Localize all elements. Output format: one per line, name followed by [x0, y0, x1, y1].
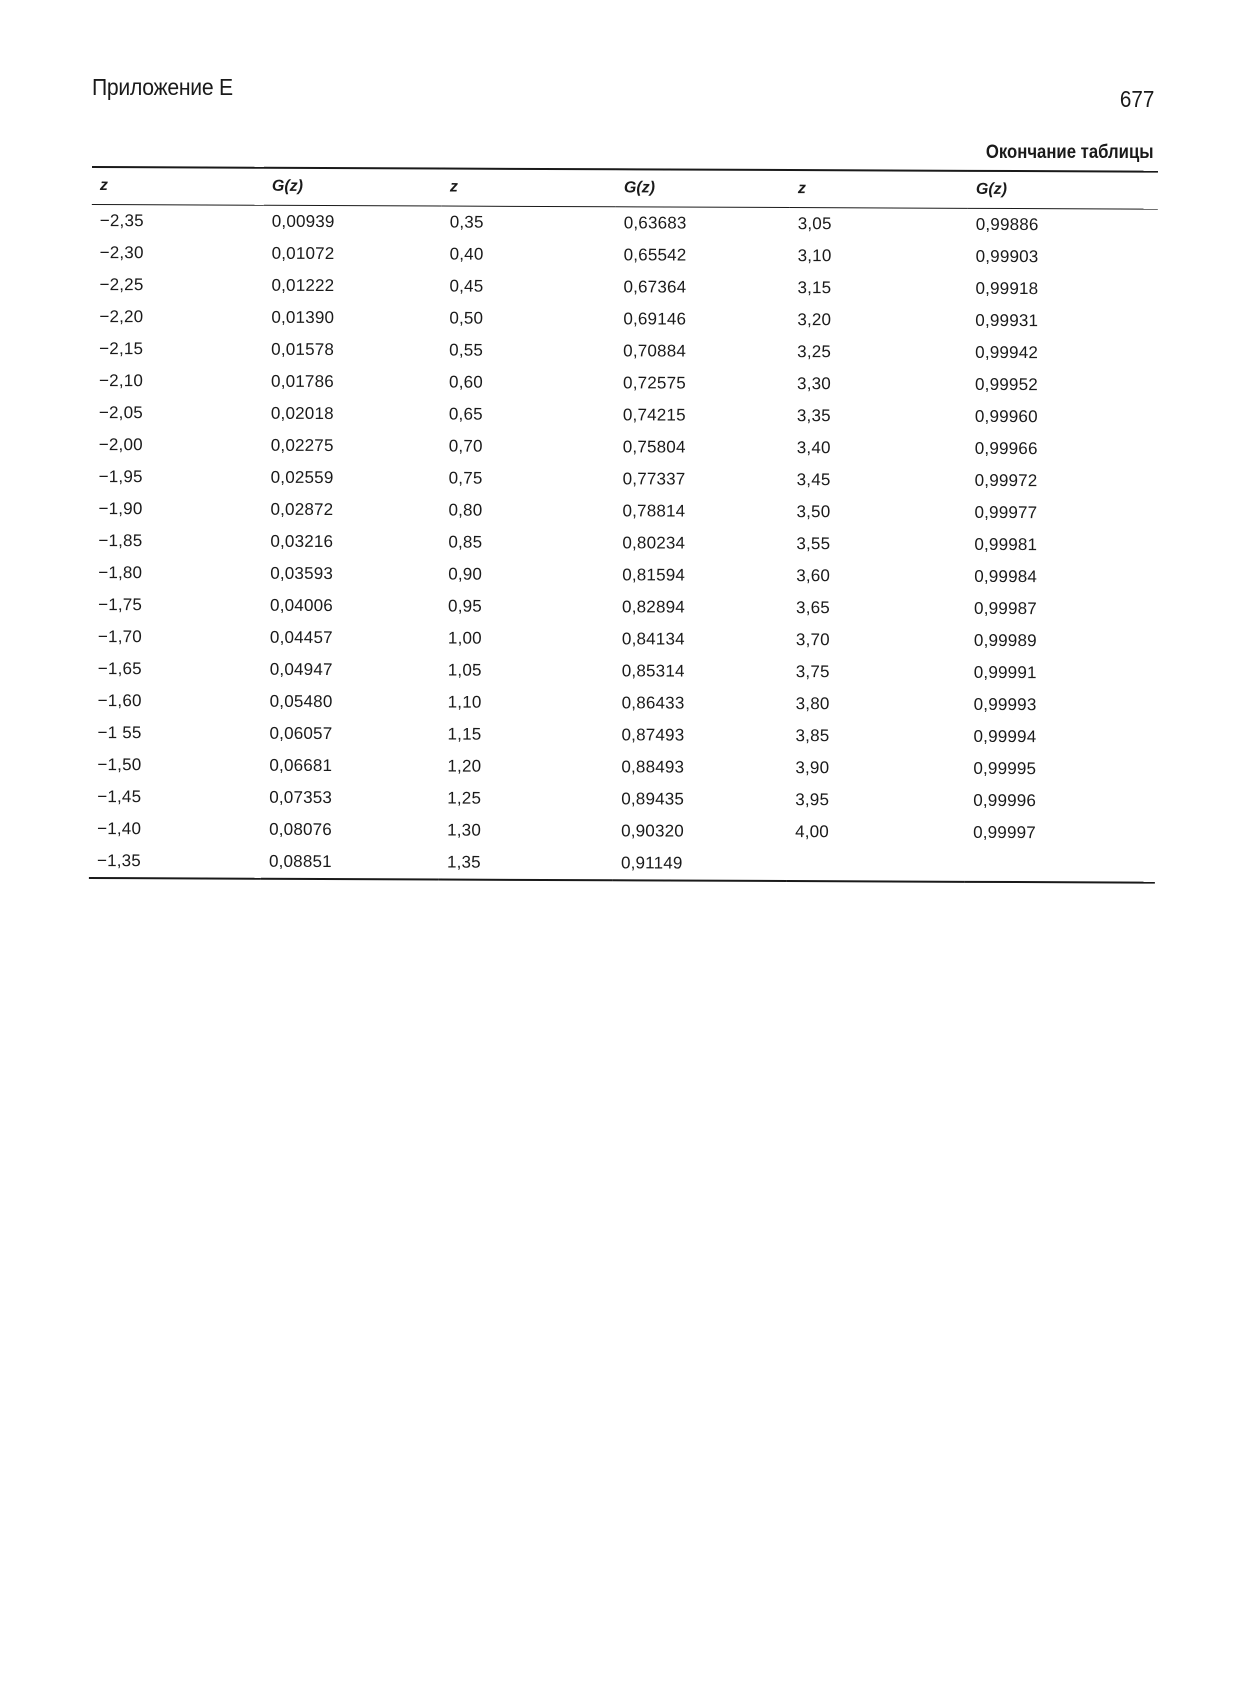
gz-value-cell: 0,04457: [269, 627, 333, 648]
z-value-cell: 3,20: [797, 310, 832, 330]
z-value-cell: 1,05: [447, 660, 482, 680]
table-row: [90, 589, 1156, 626]
z-value-cell: −2,00: [98, 435, 143, 455]
z-value-cell: 3,30: [797, 374, 831, 394]
z-value-cell: 3,50: [796, 502, 831, 522]
gz-value-cell: 0,89435: [621, 789, 685, 809]
gz-value-cell: 0,07353: [269, 787, 333, 808]
z-value-cell: −1,45: [97, 787, 142, 807]
table-row: [89, 717, 1155, 754]
column-header-z: z: [442, 169, 616, 207]
z-value-cell: −1 55: [97, 723, 142, 743]
z-value-cell: −1,90: [98, 499, 143, 519]
gz-value-cell: 0,06057: [269, 723, 333, 744]
z-value-cell: −2,25: [99, 275, 144, 295]
gz-value-cell: 0,04947: [269, 659, 333, 680]
z-value-cell: 0,80: [448, 500, 483, 520]
gz-value-cell: 0,82894: [622, 597, 685, 617]
z-value-cell: 3,90: [795, 758, 830, 778]
gz-value-cell: 0,06681: [269, 755, 333, 776]
gz-value-cell: 0,90320: [621, 821, 685, 841]
z-value-cell: 0,70: [448, 436, 483, 456]
gz-value-cell: 0,08851: [261, 846, 439, 880]
table-row: [89, 749, 1155, 786]
table-row: [89, 845, 1155, 883]
z-value-cell: −1,75: [98, 595, 143, 615]
column-header-z: z: [92, 167, 264, 205]
z-value-cell: [787, 848, 965, 882]
table-body: [89, 204, 1158, 882]
z-value-cell: 1,25: [447, 788, 482, 808]
gz-value-cell: 0,99997: [973, 822, 1037, 843]
gz-value-cell: 0,99903: [975, 246, 1039, 267]
gz-value-cell: 0,08076: [269, 819, 333, 840]
gz-value-cell: 0,99984: [974, 566, 1038, 587]
z-value-cell: 1,35: [439, 847, 613, 881]
running-head: Приложение Е: [92, 74, 233, 100]
table-row: [90, 653, 1156, 690]
gz-value-cell: 0,99987: [974, 598, 1037, 619]
gz-value-cell: 0,00939: [271, 211, 335, 232]
z-value-cell: 0,55: [449, 340, 484, 360]
gz-value-cell: 0,99886: [975, 214, 1039, 235]
z-value-cell: −1,80: [98, 563, 143, 583]
gz-value-cell: 0,99972: [974, 470, 1038, 491]
gz-value-cell: 0,99991: [973, 662, 1037, 683]
table-row: [91, 333, 1157, 370]
gz-value-cell: 0,63683: [623, 213, 687, 233]
z-value-cell: 1,20: [447, 756, 482, 776]
gz-value-cell: 0,72575: [623, 373, 686, 393]
z-value-cell: −1,85: [98, 531, 143, 551]
gz-value-cell: 0,99996: [973, 790, 1037, 811]
table-row: [91, 397, 1157, 434]
gz-value-cell: 0,91149: [613, 847, 787, 881]
table-row: [89, 781, 1155, 818]
z-value-cell: 0,45: [449, 276, 484, 296]
z-value-cell: 3,85: [795, 726, 830, 746]
z-value-cell: 3,10: [797, 246, 832, 266]
table-row: [89, 813, 1155, 850]
gz-value-cell: 0,03593: [270, 563, 334, 584]
gz-value-cell: 0,02559: [270, 467, 334, 488]
z-value-cell: −2,35: [99, 211, 144, 231]
gz-value-cell: 0,77337: [622, 469, 686, 489]
table-caption: Окончание таблицы: [986, 142, 1154, 163]
gz-value-cell: 0,05480: [269, 691, 333, 712]
z-value-cell: 3,25: [797, 342, 832, 362]
table-row: [91, 301, 1157, 338]
z-value-cell: −1,40: [97, 819, 142, 839]
gz-value-cell: 0,99994: [973, 726, 1037, 747]
gz-value-cell: 0,99977: [974, 502, 1038, 523]
z-value-cell: −1,65: [97, 659, 142, 679]
z-value-cell: 4,00: [795, 822, 830, 842]
gz-value-cell: 0,81594: [622, 565, 686, 585]
z-value-cell: 1,10: [447, 692, 482, 712]
z-value-cell: 3,95: [795, 790, 830, 810]
gz-value-cell: 0,02872: [270, 499, 334, 520]
z-value-cell: 3,80: [795, 694, 830, 714]
gz-value-cell: 0,99931: [975, 310, 1039, 331]
gz-value-cell: 0,99918: [975, 278, 1039, 299]
table-row: [91, 269, 1157, 306]
gz-value-cell: 0,99942: [975, 342, 1039, 363]
z-value-cell: 1,30: [447, 820, 482, 840]
z-value-cell: −2,05: [98, 403, 143, 423]
page-number: 677: [1119, 86, 1154, 112]
z-value-cell: 1,15: [447, 724, 482, 744]
normal-distribution-table: [89, 166, 1158, 884]
z-value-cell: 0,75: [448, 468, 483, 488]
gz-value-cell: 0,01222: [271, 275, 335, 296]
table-row: [90, 525, 1156, 562]
table-header-row: [92, 167, 1158, 209]
column-header-gz: G(z): [616, 169, 790, 207]
table-container: [89, 166, 1158, 884]
z-value-cell: 3,35: [796, 406, 831, 426]
gz-value-cell: 0,99993: [973, 694, 1037, 715]
z-value-cell: 3,65: [796, 598, 831, 618]
gz-value-cell: 0,01786: [271, 371, 334, 392]
gz-value-cell: 0,04006: [270, 595, 333, 616]
gz-value-cell: 0,80234: [622, 533, 686, 553]
gz-value-cell: 0,99981: [974, 534, 1038, 555]
gz-value-cell: 0,99960: [974, 406, 1038, 427]
gz-value-cell: 0,75804: [622, 437, 686, 457]
z-value-cell: 0,35: [449, 212, 484, 232]
z-value-cell: −2,20: [99, 307, 144, 327]
gz-value-cell: 0,01390: [271, 307, 335, 328]
z-value-cell: 1,00: [447, 628, 482, 648]
gz-value-cell: 0,01072: [271, 243, 335, 264]
z-value-cell: 3,60: [796, 566, 831, 586]
table-row: [91, 461, 1157, 498]
table-row: [90, 493, 1156, 530]
table-row: [90, 557, 1156, 594]
table-row: [92, 237, 1158, 274]
z-value-cell: 0,85: [448, 532, 483, 552]
gz-value-cell: 0,85314: [621, 661, 685, 681]
table-row: [91, 429, 1157, 466]
gz-value-cell: 0,99966: [974, 438, 1038, 459]
gz-value-cell: 0,01578: [271, 339, 335, 360]
gz-value-cell: 0,99989: [973, 630, 1037, 651]
z-value-cell: −2,15: [99, 339, 144, 359]
z-value-cell: 3,15: [797, 278, 832, 298]
gz-value-cell: 0,70884: [623, 341, 687, 361]
z-value-cell: −1,35: [89, 845, 261, 879]
z-value-cell: 3,45: [796, 470, 831, 490]
column-header-gz: G(z): [264, 168, 442, 206]
z-value-cell: 3,05: [797, 214, 832, 234]
z-value-cell: 3,70: [795, 630, 830, 650]
gz-value-cell: 0,67364: [623, 277, 687, 297]
table-row: [90, 621, 1156, 658]
z-value-cell: 0,65: [448, 404, 483, 424]
z-value-cell: 3,55: [796, 534, 831, 554]
z-value-cell: −1,50: [97, 755, 142, 775]
gz-value-cell: 0,87493: [621, 725, 685, 745]
gz-value-cell: 0,99995: [973, 758, 1037, 779]
table-row: [91, 365, 1157, 402]
z-value-cell: −2,30: [99, 243, 144, 263]
gz-value-cell: 0,02275: [270, 435, 334, 456]
gz-value-cell: 0,02018: [270, 403, 334, 424]
z-value-cell: −1,60: [97, 691, 142, 711]
gz-value-cell: 0,03216: [270, 531, 334, 552]
gz-value-cell: [965, 849, 1155, 883]
column-header-gz: G(z): [968, 171, 1158, 209]
z-value-cell: −1,95: [98, 467, 143, 487]
gz-value-cell: 0,65542: [623, 245, 687, 265]
z-value-cell: 3,40: [796, 438, 831, 458]
gz-value-cell: 0,99952: [975, 374, 1038, 395]
table-row: [92, 204, 1158, 241]
gz-value-cell: 0,86433: [621, 693, 685, 713]
z-value-cell: −1,70: [97, 627, 143, 647]
gz-value-cell: 0,84134: [621, 629, 685, 649]
z-value-cell: 0,50: [449, 308, 484, 328]
gz-value-cell: 0,69146: [623, 309, 687, 329]
column-header-z: z: [790, 170, 968, 208]
gz-value-cell: 0,78814: [622, 501, 686, 521]
z-value-cell: 0,40: [449, 244, 484, 264]
z-value-cell: −2,10: [99, 371, 144, 391]
z-value-cell: 0,95: [448, 596, 483, 616]
gz-value-cell: 0,88493: [621, 757, 685, 777]
z-value-cell: 3,75: [795, 662, 830, 682]
z-value-cell: 0,60: [449, 372, 483, 392]
z-value-cell: 0,90: [448, 564, 483, 584]
gz-value-cell: 0,74215: [622, 405, 686, 425]
table-row: [90, 685, 1156, 722]
